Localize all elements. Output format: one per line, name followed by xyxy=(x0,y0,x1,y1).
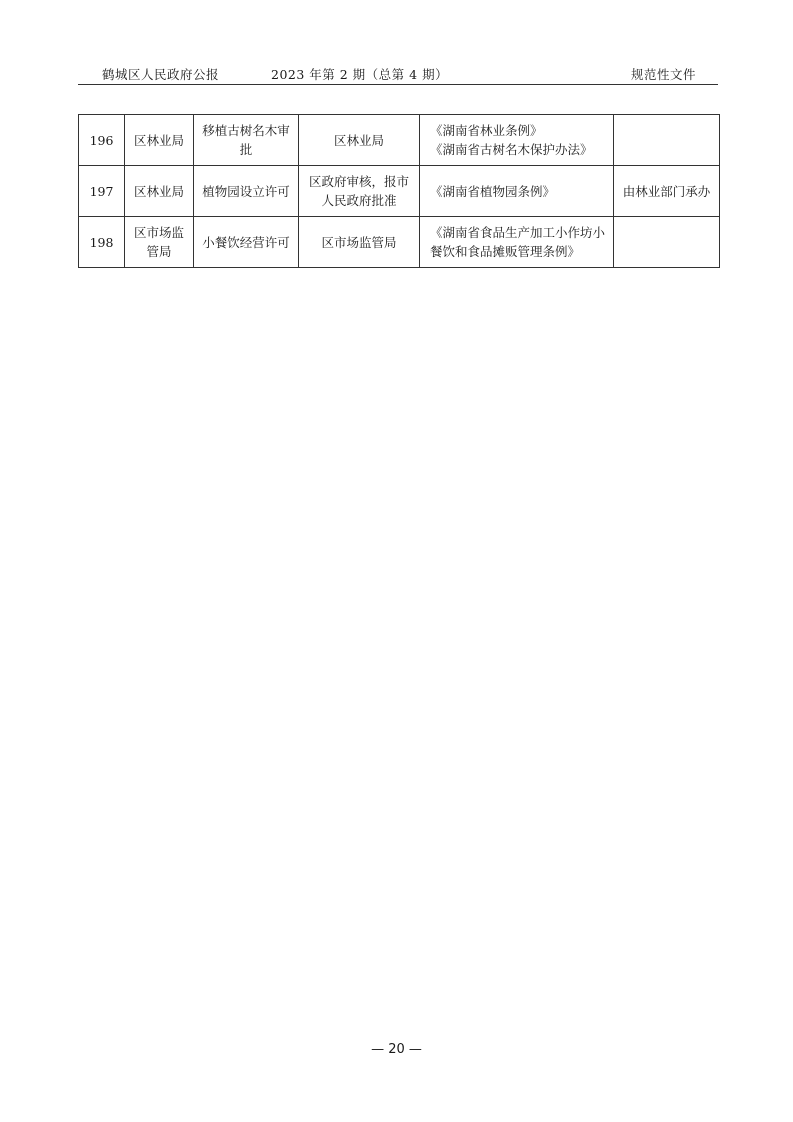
publication-title: 鹤城区人民政府公报 xyxy=(102,67,220,82)
note-cell xyxy=(614,217,720,268)
note-cell xyxy=(614,115,720,166)
item-name-cell: 植物园设立许可 xyxy=(194,166,299,217)
note-cell: 由林业部门承办 xyxy=(614,166,720,217)
department-cell: 区市场监管局 xyxy=(125,217,194,268)
authority-cell: 区政府审核，报市人民政府批准 xyxy=(299,166,420,217)
page-header xyxy=(78,62,718,84)
row-number: 196 xyxy=(79,115,125,166)
legal-basis-cell xyxy=(420,217,614,268)
items-table xyxy=(78,114,720,268)
legal-basis-line: 《湖南省食品生产加工小作坊小餐饮和食品摊贩管理条例》 xyxy=(430,225,606,259)
row-number: 197 xyxy=(79,166,125,217)
legal-basis-line: 《湖南省古树名木保护办法》 xyxy=(430,142,593,157)
department-cell: 区林业局 xyxy=(125,115,194,166)
page-number: — 20 — xyxy=(371,1042,422,1057)
header-divider xyxy=(78,84,718,85)
section-label: 规范性文件 xyxy=(630,67,696,82)
authority-cell: 区市场监管局 xyxy=(299,217,420,268)
item-name-cell: 小餐饮经营许可 xyxy=(194,217,299,268)
issue-info: 2023 年第 2 期（总第 4 期） xyxy=(271,67,449,82)
item-name-cell: 移植古树名木审批 xyxy=(194,115,299,166)
legal-basis-line: 《湖南省植物园条例》 xyxy=(430,183,556,199)
table-row xyxy=(79,217,720,268)
authority-cell: 区林业局 xyxy=(299,115,420,166)
legal-basis-line: 《湖南省林业条例》 xyxy=(430,123,543,138)
legal-basis-cell xyxy=(420,115,614,166)
row-number: 198 xyxy=(79,217,125,268)
table-row xyxy=(79,115,720,166)
department-cell: 区林业局 xyxy=(125,166,194,217)
legal-basis-cell xyxy=(420,166,614,217)
table-row xyxy=(79,166,720,217)
